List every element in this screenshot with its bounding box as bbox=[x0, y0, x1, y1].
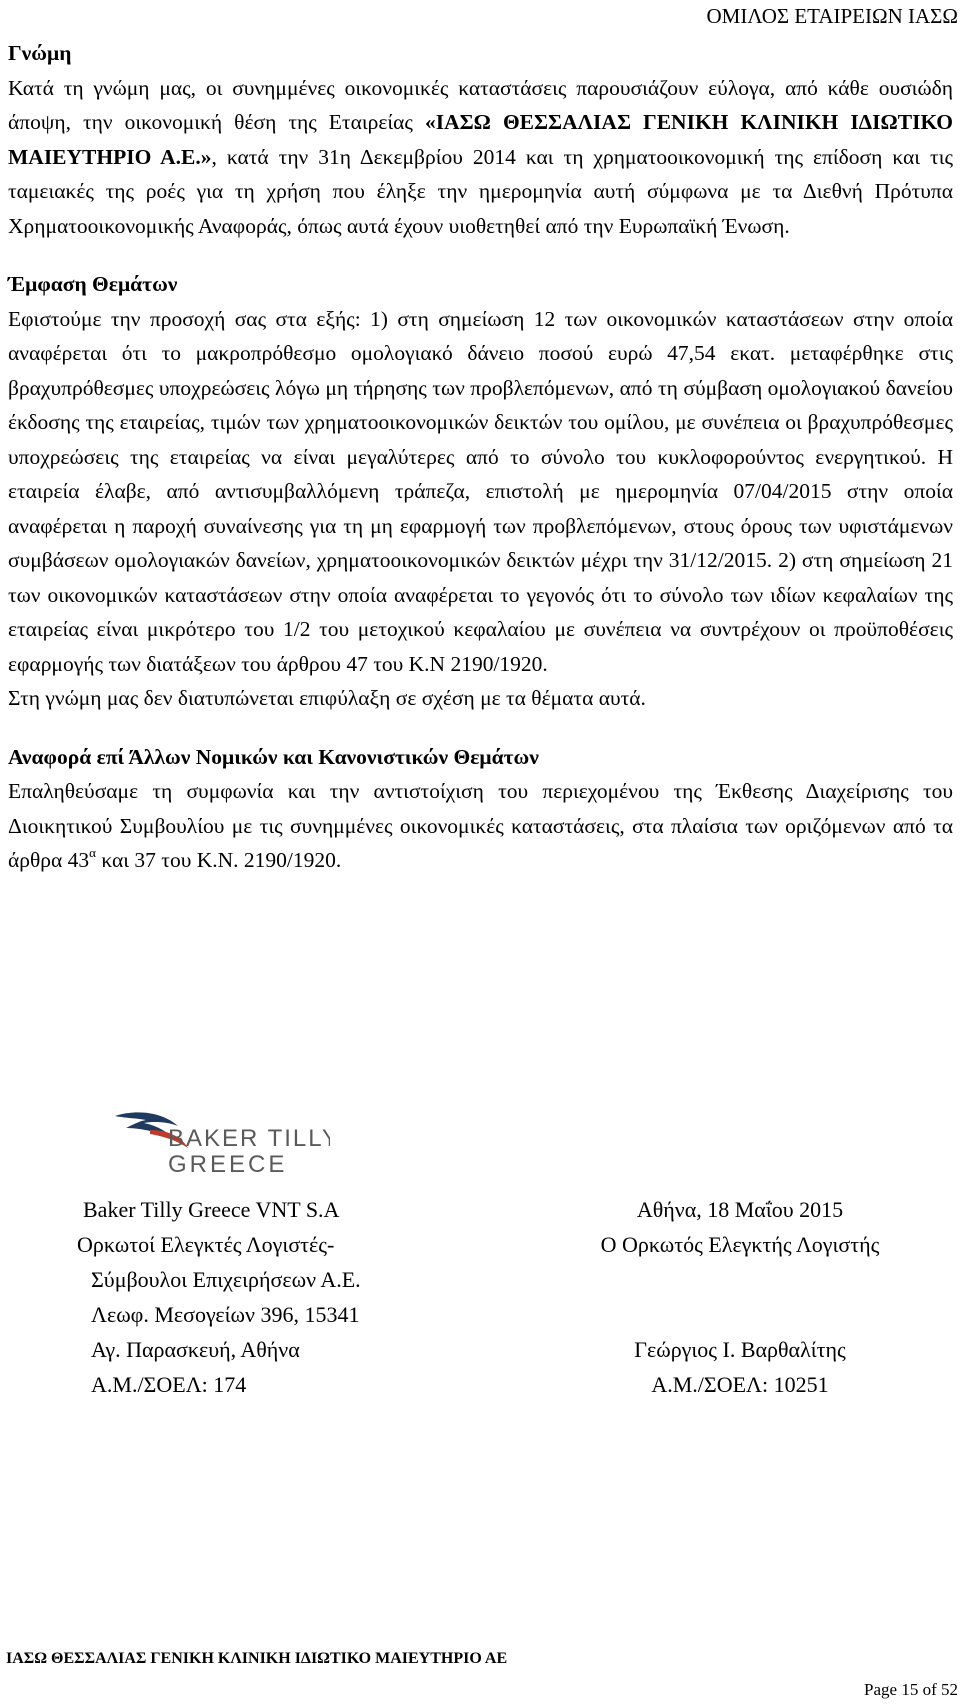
bird-logo-icon bbox=[110, 1104, 330, 1184]
emphasis-paragraph: Εφιστούμε την προσοχή σας στα εξής: 1) στη σημείωση 12 των οικονομικών καταστάσεων στην οποία αναφέρεται ότι το μακροπρόθεσμο ομολογιακό δάνειο ποσού ευρώ 47,54 εκατ. μεταφέρθηκε στις βραχυπρόθεσμες υποχρεώσεις λόγω μη τήρησης των προβλεπόμενων, από τη σύμβαση ομολογιακού δανείου έκδοσης της εταιρείας, τιμών των χρηματοοικονομικών δεικτών του ομίλου, με συνέπεια οι βραχυπρόθεσμες υποχρεώσεις της εταιρείας να είναι μεγαλύτερες από το σύνολο του κυκλοφορούντος ενεργητικού. Η εταιρεία έλαβε, από αντισυμβαλλόμενη τράπεζα, επιστολή με ημερομηνία 07/04/2015 στην οποία αναφέρεται η παροχή συναίνεσης για τη μη εφαρμογή των προβλεπόμενων, στους όρους των υφιστάμενων συμβάσεων ομολογιακών δανείων, χρηματοοικονομικών δεικτών μέχρι την 31/12/2015. 2) στη σημείωση 21 των οικονομικών καταστάσεων στην οποία αναφέρεται το γεγονός ότι το σύνολο των ιδίων κεφαλαίων της εταιρείας είναι μικρότερο του 1/2 του μετοχικού κεφαλαίου με συνέπεια να συντρέχουν οι προϋποθέσεις εφαρμογής των διατάξεων του άρθρου 47 του Κ.Ν 2190/1920. bbox=[8, 306, 953, 676]
legal-superscript: α bbox=[89, 844, 96, 860]
running-header: ΟΜΙΛΟΣ ΕΤΑΙΡΕΙΩΝ ΙΑΣΩ bbox=[706, 4, 958, 28]
firm-address: Λεωφ. Μεσογείων 396, 15341 bbox=[91, 1302, 360, 1327]
auditor-title: Ο Ορκωτός Ελεγκτής Λογιστής bbox=[600, 1232, 880, 1257]
place-date: Αθήνα, 18 Μαΐου 2015 bbox=[636, 1197, 844, 1222]
logo-text-line2: GREECE bbox=[168, 1151, 288, 1178]
firm-line3: Σύμβουλοι Επιχειρήσεων Α.Ε. bbox=[91, 1267, 361, 1292]
auditor bbox=[540, 1192, 940, 1402]
opinion-text-after: , κατά την 31η Δεκεμβρίου 2014 και τη χρηματοοικονομική της επίδοση και τις ταμειακές της ροές για τη χρήση που έληξε την ημερομηνία αυτή σύμφωνα με τα Διεθνή Πρότυπα Χρηματοοικονομικής Αναφοράς, όπως αυτά έχουν υιοθετηθεί από την Ευρωπαϊκή Ένωση. bbox=[8, 144, 953, 238]
baker-tilly-logo bbox=[110, 1104, 330, 1184]
page-number: Page 15 of 52 bbox=[864, 1680, 958, 1699]
legal-text-after: και 37 του Κ.Ν. 2190/1920. bbox=[95, 848, 342, 872]
report-body bbox=[8, 36, 953, 878]
legal-text-before: Επαληθεύσαμε τη συμφωνία και την αντιστοίχιση του περιεχομένου της Έκθεσης Διαχείρισης του Διοικητικού Συμβουλίου με τις συνημμένες οικονομικές καταστάσεις, στα πλαίσια των οριζόμενων από τα άρθρα 43 bbox=[8, 779, 953, 872]
opinion-paragraph bbox=[8, 71, 953, 244]
legal-paragraph bbox=[8, 774, 953, 878]
logo-text-line1: BAKER TILLY bbox=[168, 1125, 330, 1152]
emphasis-heading: Έμφαση Θεμάτων bbox=[8, 272, 178, 296]
audit-firm bbox=[77, 1192, 361, 1402]
firm-line2: Ορκωτοί Ελεγκτές Λογιστές- bbox=[77, 1232, 335, 1257]
firm-registration: Α.Μ./ΣΟΕΛ: 174 bbox=[91, 1372, 247, 1397]
company-name: «ΙΑΣΩ ΘΕΣΣΑΛΙΑΣ ΓΕΝΙΚΗ ΚΛΙΝΙΚΗ ΙΔΙΩΤΙΚΟ ΜΑΙΕΥΤΗΡΙΟ Α.Ε.» bbox=[8, 110, 953, 169]
emphasis-closing: Στη γνώμη μας δεν διατυπώνεται επιφύλαξη σε σχέση με τα θέματα αυτά. bbox=[8, 686, 646, 710]
auditor-name: Γεώργιος Ι. Βαρθαλίτης bbox=[634, 1337, 846, 1362]
footer-company: ΙΑΣΩ ΘΕΣΣΑΛΙΑΣ ΓΕΝΙΚΗ ΚΛΙΝΙΚΗ ΙΔΙΩΤΙΚΟ ΜΑΙΕΥΤΗΡΙΟ ΑΕ bbox=[6, 1650, 508, 1667]
legal-heading: Αναφορά επί Άλλων Νομικών και Κανονιστικών Θεμάτων bbox=[8, 744, 539, 769]
opinion-text-before: Κατά τη γνώμη μας, οι συνημμένες οικονομικές καταστάσεις παρουσιάζουν εύλογα, από κάθε ουσιώδη άποψη, την οικονομική θέση της Εταιρείας bbox=[8, 75, 953, 134]
firm-city: Αγ. Παρασκευή, Αθήνα bbox=[91, 1337, 300, 1362]
auditor-registration: Α.Μ./ΣΟΕΛ: 10251 bbox=[651, 1372, 829, 1397]
opinion-heading: Γνώμη bbox=[8, 41, 72, 65]
firm-name: Baker Tilly Greece VNT S.A bbox=[83, 1197, 340, 1222]
